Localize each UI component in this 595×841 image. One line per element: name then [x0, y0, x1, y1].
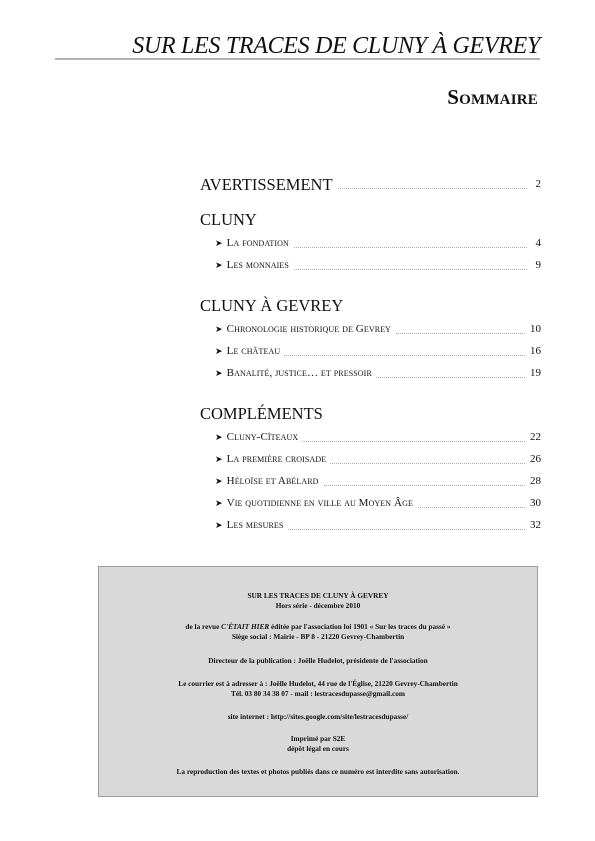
arrow-icon: ➤	[215, 476, 223, 486]
toc-entry-label: Le château	[226, 345, 281, 357]
colophon-title: SUR LES TRACES DE CLUNY À GEVREY	[247, 591, 389, 600]
revue-name: C'ÉTAIT HIER	[221, 622, 270, 631]
toc-entry-la-fondation[interactable]	[215, 236, 541, 254]
toc-page-number: 2	[532, 178, 542, 190]
toc-entry-label: Vie quotidienne en ville au Moyen Âge	[226, 497, 413, 509]
revue-suffix: éditée par l'association loi 1901 « Sur les traces du passé »	[269, 622, 451, 631]
toc-entry-le-chateau[interactable]	[215, 344, 541, 362]
toc-page-number: 28	[526, 475, 541, 487]
colophon-contact: Tél. 03 80 34 38 07 - mail : lestracesdupasse@gmail.com	[231, 689, 405, 698]
toc-entry-label: Cluny-Cîteaux	[226, 431, 299, 443]
colophon-reproduction: La reproduction des textes et photos publiés dans ce numéro est interdite sans autorisation.	[176, 767, 460, 776]
toc-page-number: 4	[532, 237, 542, 249]
colophon-directeur: Directeur de la publication : Joëlle Hudelot, présidente de l'association	[208, 656, 428, 665]
toc-entry-label: La fondation	[226, 237, 289, 249]
toc-entry-vie-quotidienne[interactable]	[215, 496, 541, 514]
arrow-icon: ➤	[215, 432, 223, 442]
arrow-icon: ➤	[215, 346, 223, 356]
toc-entry-les-mesures[interactable]	[215, 518, 541, 536]
toc-entry-label: AVERTISSEMENT	[200, 175, 337, 195]
toc-page-number: 22	[526, 431, 541, 443]
summary-heading: Sommaire	[447, 85, 538, 109]
header-rule	[55, 58, 540, 60]
revue-prefix: de la revue	[185, 622, 222, 631]
colophon-revue-line	[99, 622, 537, 631]
section-heading-cluny-a-gevrey: CLUNY À GEVREY	[200, 296, 344, 315]
colophon-siege: Siège social : Mairie - BP 8 - 21220 Gevrey-Chambertin	[231, 632, 405, 641]
toc-entry-cluny-citeaux[interactable]	[215, 430, 541, 448]
toc-page-number: 32	[526, 519, 541, 531]
toc-page-number: 26	[526, 453, 541, 465]
section-heading-complements: COMPLÉMENTS	[200, 404, 323, 423]
colophon-imprime: Imprimé par S2E	[290, 734, 346, 743]
toc-entry-label: Héloïse et Abélard	[226, 475, 319, 487]
arrow-icon: ➤	[215, 498, 223, 508]
colophon-box	[98, 566, 538, 797]
toc-entry-heloise-abelard[interactable]	[215, 474, 541, 492]
arrow-icon: ➤	[215, 260, 223, 270]
arrow-icon: ➤	[215, 368, 223, 378]
section-heading-cluny: CLUNY	[200, 210, 257, 229]
toc-page-number: 16	[526, 345, 541, 357]
toc-page-number: 10	[526, 323, 541, 335]
toc-entry-premiere-croisade[interactable]	[215, 452, 541, 470]
toc-page-number: 9	[532, 259, 542, 271]
arrow-icon: ➤	[215, 324, 223, 334]
toc-page-number: 19	[526, 367, 541, 379]
colophon-site: site internet : http://sites.google.com/site/lestracesdupasse/	[227, 712, 409, 721]
toc-entry-les-monnaies[interactable]	[215, 258, 541, 276]
toc-entry-label: La première croisade	[226, 453, 327, 465]
toc-entry-avertissement[interactable]	[200, 177, 541, 195]
arrow-icon: ➤	[215, 520, 223, 530]
arrow-icon: ➤	[215, 454, 223, 464]
colophon-subtitle: Hors série - décembre 2010	[275, 601, 361, 610]
toc-entry-banalite[interactable]	[215, 366, 541, 384]
colophon-depot: dépôt légal en cours	[287, 744, 349, 753]
toc-page-number: 30	[526, 497, 541, 509]
toc-entry-label: Les monnaies	[226, 259, 289, 271]
toc-entry-label: Banalité, justice… et pressoir	[226, 367, 372, 379]
toc-entry-label: Les mesures	[226, 519, 284, 531]
colophon-courrier: Le courrier est à adresser à : Joëlle Hudelot, 44 rue de l'Église, 21220 Gevrey-Chambertin	[178, 679, 458, 688]
running-header-title: SUR LES TRACES DE CLUNY À GEVREY	[132, 33, 540, 59]
toc-entry-chronologie[interactable]	[215, 322, 541, 340]
arrow-icon: ➤	[215, 238, 223, 248]
toc-entry-label: Chronologie historique de Gevrey	[226, 323, 392, 335]
